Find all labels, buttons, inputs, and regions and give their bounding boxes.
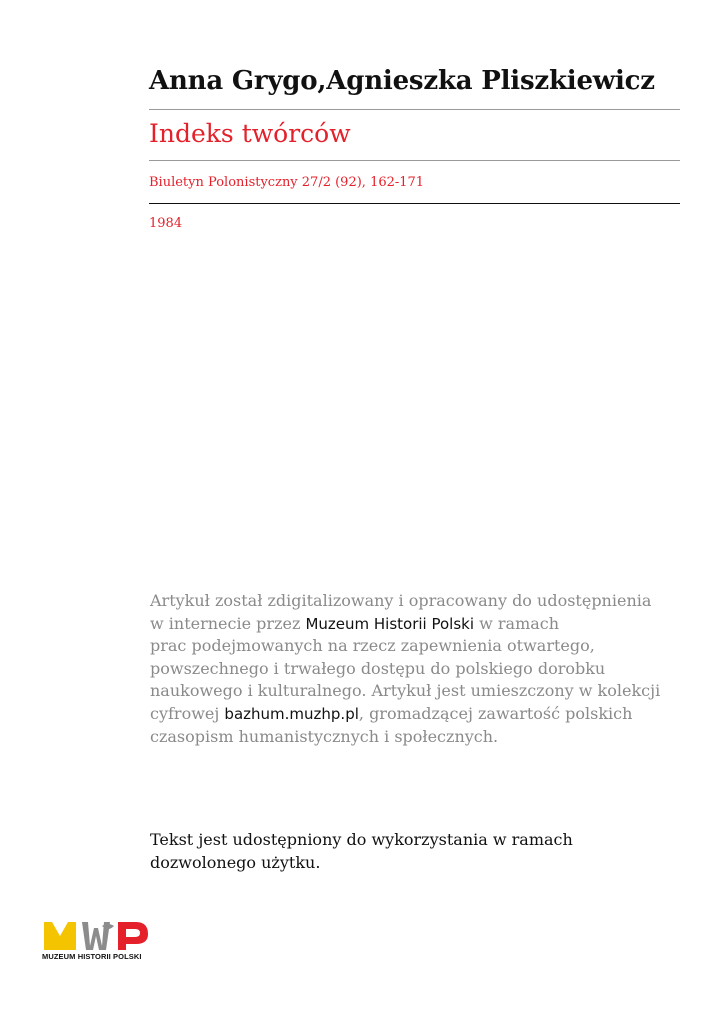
museum-logo	[42, 920, 162, 970]
article-title: Indeks twórców	[149, 119, 351, 148]
source-citation: Biuletyn Polonistyczny 27/2 (92), 162-171	[149, 175, 425, 190]
info-line	[150, 613, 670, 636]
info-line: czasopism humanistycznych i społecznych.	[150, 726, 499, 746]
info-text: w internecie przez	[150, 613, 306, 633]
divider-top	[149, 109, 680, 110]
notice-line: Tekst jest udostępniony do wykorzystania w ramach	[150, 830, 573, 849]
logo-gray-mark	[82, 922, 114, 950]
divider-bottom	[149, 203, 680, 204]
usage-notice	[150, 828, 573, 874]
logo-red-mark	[118, 922, 148, 950]
info-line: Artykuł został zdigitalizowany i opracowany do udostępnienia	[150, 591, 652, 610]
authors: Anna Grygo,Agnieszka Pliszkiewicz	[149, 66, 655, 96]
publication-year: 1984	[149, 216, 183, 231]
info-line: prac podejmowanych na rzecz zapewnienia otwartego,	[150, 636, 595, 656]
info-text: cyfrowej	[150, 703, 225, 723]
digitization-info	[150, 590, 670, 748]
info-line: powszechnego i trwałego dostępu do polskiego dorobku	[150, 658, 606, 678]
info-line: naukowego i kulturalnego. Artykuł jest umieszczony w kolekcji	[150, 681, 661, 701]
museum-link[interactable]: Muzeum Historii Polski	[305, 614, 475, 633]
notice-line: dozwolonego użytku.	[150, 853, 321, 872]
info-text: , gromadzącej zawartość polskich	[358, 703, 633, 723]
info-line	[150, 703, 670, 726]
info-text: w ramach	[474, 613, 560, 633]
divider-middle	[149, 160, 680, 161]
bazhum-link[interactable]: bazhum.muzhp.pl	[224, 704, 359, 723]
logo-caption: MUZEUM HISTORII POLSKI	[42, 952, 142, 961]
logo-yellow-mark	[44, 922, 76, 950]
